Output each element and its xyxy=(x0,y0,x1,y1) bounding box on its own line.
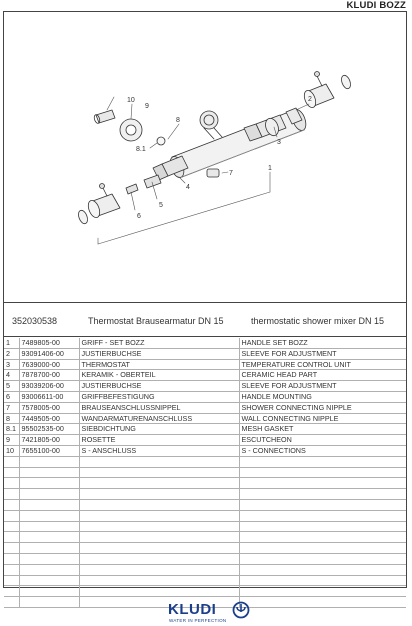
callout-label: 9 xyxy=(145,103,149,110)
empty-cell xyxy=(79,499,239,510)
empty-cell xyxy=(239,489,406,500)
empty-cell xyxy=(239,553,406,564)
empty-cell xyxy=(79,543,239,554)
empty-cell xyxy=(19,597,79,608)
table-row xyxy=(4,348,406,359)
parts-table xyxy=(4,338,406,608)
part-article-number: 95502535-00 xyxy=(19,424,79,435)
empty-cell xyxy=(19,489,79,500)
wall-connection-part xyxy=(200,111,222,139)
empty-table-row xyxy=(4,575,406,586)
table-row xyxy=(4,391,406,402)
part-name-german: JUSTIERBUCHSE xyxy=(79,348,239,359)
callout-label: 1 xyxy=(268,165,272,172)
part-position: 5 xyxy=(4,381,19,392)
empty-cell xyxy=(239,510,406,521)
shower-nipple-part xyxy=(207,169,219,177)
empty-cell xyxy=(79,586,239,597)
part-position: 6 xyxy=(4,391,19,402)
empty-cell xyxy=(79,489,239,500)
empty-cell xyxy=(4,489,19,500)
empty-cell xyxy=(239,521,406,532)
callout-label: 5 xyxy=(159,202,163,209)
empty-cell xyxy=(239,467,406,478)
part-position: 3 xyxy=(4,359,19,370)
part-name-german: THERMOSTAT xyxy=(79,359,239,370)
empty-table-row xyxy=(4,510,406,521)
empty-cell xyxy=(4,499,19,510)
part-article-number: 7655100-00 xyxy=(19,445,79,456)
part-name-english: CERAMIC HEAD PART xyxy=(239,370,406,381)
part-article-number: 93039206-00 xyxy=(19,381,79,392)
table-row xyxy=(4,424,406,435)
part-name-english: HANDLE SET BOZZ xyxy=(239,338,406,348)
part-name-english: TEMPERATURE CONTROL UNIT xyxy=(239,359,406,370)
part-name-english: SLEEVE FOR ADJUSTMENT xyxy=(239,381,406,392)
empty-cell xyxy=(239,478,406,489)
empty-cell xyxy=(239,456,406,467)
empty-cell xyxy=(4,521,19,532)
logo-tagline: WATER IN PERFECTION xyxy=(169,618,227,623)
callout-label: 2 xyxy=(308,96,312,103)
empty-table-row xyxy=(4,532,406,543)
part-name-german: S - ANSCHLUSS xyxy=(79,445,239,456)
part-position: 2 xyxy=(4,348,19,359)
empty-cell xyxy=(239,564,406,575)
part-article-number: 93091406-00 xyxy=(19,348,79,359)
part-name-english: SLEEVE FOR ADJUSTMENT xyxy=(239,348,406,359)
part-name-english: ESCUTCHEON xyxy=(239,435,406,446)
table-row xyxy=(4,381,406,392)
part-name-german: JUSTIERBUCHSE xyxy=(79,381,239,392)
callout-label: 4 xyxy=(186,184,190,191)
part-position: 8.1 xyxy=(4,424,19,435)
empty-cell xyxy=(19,510,79,521)
empty-cell xyxy=(4,543,19,554)
empty-cell xyxy=(4,564,19,575)
empty-table-row xyxy=(4,456,406,467)
table-row xyxy=(4,402,406,413)
title-english: thermostatic shower mixer DN 15 xyxy=(251,316,385,326)
empty-table-row xyxy=(4,478,406,489)
part-position: 4 xyxy=(4,370,19,381)
part-name-german: GRIFFBEFESTIGUNG xyxy=(79,391,239,402)
empty-cell xyxy=(4,532,19,543)
title-german: Thermostat Brausearmatur DN 15 xyxy=(88,316,224,326)
part-article-number: 7878700-00 xyxy=(19,370,79,381)
callout-label: 7 xyxy=(229,170,233,177)
table-row xyxy=(4,338,406,348)
part-name-german: SIEBDICHTUNG xyxy=(79,424,239,435)
part-article-number: 93006611-00 xyxy=(19,391,79,402)
empty-cell xyxy=(4,510,19,521)
empty-cell xyxy=(19,532,79,543)
part-name-german: ROSETTE xyxy=(79,435,239,446)
part-article-number: 7489805-00 xyxy=(19,338,79,348)
part-article-number: 7639000-00 xyxy=(19,359,79,370)
table-row xyxy=(4,359,406,370)
part-article-number: 7578005-00 xyxy=(19,402,79,413)
empty-cell xyxy=(19,575,79,586)
empty-cell xyxy=(19,543,79,554)
callout-label: 8.1 xyxy=(136,146,146,153)
empty-cell xyxy=(19,553,79,564)
empty-cell xyxy=(79,467,239,478)
part-position: 7 xyxy=(4,402,19,413)
left-handle-part xyxy=(86,184,120,220)
right-handle-part xyxy=(302,72,352,110)
logo-wordmark: KLUDI xyxy=(168,601,217,618)
empty-cell xyxy=(19,499,79,510)
empty-cell xyxy=(239,532,406,543)
empty-cell xyxy=(79,521,239,532)
empty-cell xyxy=(79,575,239,586)
part-name-german: WANDARMATURENANSCHLUSS xyxy=(79,413,239,424)
kludi-logo xyxy=(168,601,258,625)
empty-cell xyxy=(79,553,239,564)
empty-table-row xyxy=(4,564,406,575)
empty-cell xyxy=(79,456,239,467)
empty-cell xyxy=(4,553,19,564)
empty-cell xyxy=(19,456,79,467)
empty-cell xyxy=(79,532,239,543)
empty-cell xyxy=(239,575,406,586)
empty-cell xyxy=(19,586,79,597)
empty-cell xyxy=(19,467,79,478)
empty-cell xyxy=(4,456,19,467)
empty-cell xyxy=(79,510,239,521)
article-number: 352030538 xyxy=(12,316,58,326)
table-row xyxy=(4,445,406,456)
callout-label: 10 xyxy=(127,97,135,104)
empty-cell xyxy=(19,478,79,489)
empty-table-row xyxy=(4,543,406,554)
table-row xyxy=(4,435,406,446)
empty-table-row xyxy=(4,499,406,510)
part-name-english: S - CONNECTIONS xyxy=(239,445,406,456)
empty-cell xyxy=(4,597,19,608)
empty-cell xyxy=(239,597,406,608)
callout-label: 6 xyxy=(137,213,141,220)
part-position: 10 xyxy=(4,445,19,456)
empty-table-row xyxy=(4,553,406,564)
empty-cell xyxy=(239,586,406,597)
part-position: 8 xyxy=(4,413,19,424)
part-position: 1 xyxy=(4,338,19,348)
part-name-english: WALL CONNECTING NIPPLE xyxy=(239,413,406,424)
part-name-german: KERAMIK - OBERTEIL xyxy=(79,370,239,381)
empty-cell xyxy=(79,478,239,489)
parts-sheet-frame xyxy=(3,11,407,588)
title-row xyxy=(4,302,406,337)
kludi-mark-icon xyxy=(232,601,250,619)
part-name-german: GRIFF - SET BOZZ xyxy=(79,338,239,348)
empty-cell xyxy=(79,564,239,575)
callout-label: 3 xyxy=(277,139,281,146)
empty-cell xyxy=(239,499,406,510)
part-name-english: MESH GASKET xyxy=(239,424,406,435)
part-position: 9 xyxy=(4,435,19,446)
exploded-view-drawing xyxy=(4,12,406,302)
empty-cell xyxy=(4,478,19,489)
empty-table-row xyxy=(4,521,406,532)
table-row xyxy=(4,370,406,381)
part-article-number: 7421805-00 xyxy=(19,435,79,446)
empty-table-row xyxy=(4,489,406,500)
rosette-part xyxy=(120,119,142,141)
mesh-gasket-part xyxy=(157,137,165,145)
empty-cell xyxy=(4,467,19,478)
empty-cell xyxy=(19,564,79,575)
part-name-english: SHOWER CONNECTING NIPPLE xyxy=(239,402,406,413)
mixer-body-part xyxy=(167,108,308,180)
table-row xyxy=(4,413,406,424)
callout-label: 8 xyxy=(176,117,180,124)
s-connection-part xyxy=(93,110,115,124)
brand-tag: KLUDI BOZZ xyxy=(346,0,406,11)
part-article-number: 7449505-00 xyxy=(19,413,79,424)
part-name-german: BRAUSEANSCHLUSSNIPPEL xyxy=(79,402,239,413)
part-name-english: HANDLE MOUNTING xyxy=(239,391,406,402)
empty-cell xyxy=(4,586,19,597)
empty-cell xyxy=(239,543,406,554)
empty-cell xyxy=(4,575,19,586)
empty-table-row xyxy=(4,586,406,597)
empty-table-row xyxy=(4,467,406,478)
empty-cell xyxy=(19,521,79,532)
